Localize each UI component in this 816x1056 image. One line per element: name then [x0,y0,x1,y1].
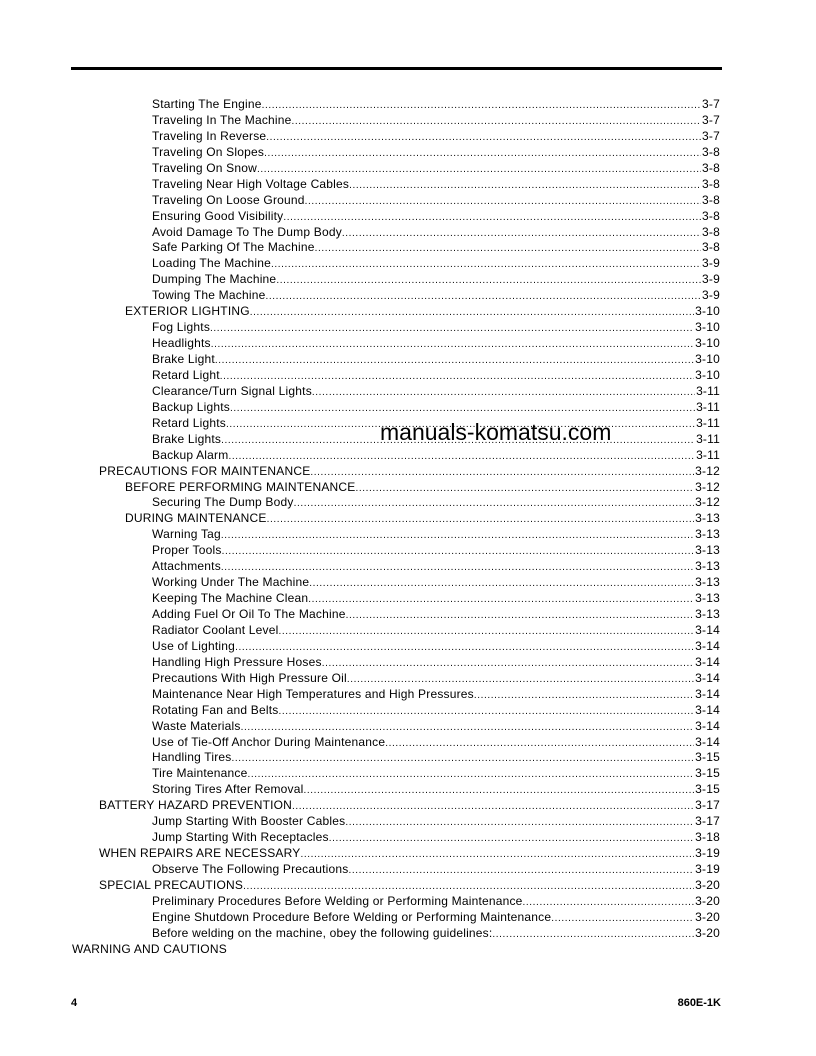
toc-entry[interactable] [0,750,816,766]
toc-entry-title: Fog Lights [152,320,211,335]
toc-entry-page: 3-9 [702,272,720,287]
toc-entry-title: Before welding on the machine, obey the following guidelines: [152,925,493,940]
toc-entry[interactable] [0,511,816,527]
toc-entry-title: Use of Lighting [152,638,236,653]
toc-entry-line [152,145,720,162]
toc-entry-line [152,814,720,831]
toc-entry[interactable] [0,352,816,368]
toc-entry-title: Adding Fuel Or Oil To The Machine [152,607,346,621]
toc-entry-title: Tire Maintenance [152,766,248,781]
header-rule [71,67,722,70]
toc-entry-page: 3-17 [695,798,720,813]
toc-dot-leader [310,465,694,481]
toc-entry[interactable] [0,543,816,559]
toc-dot-leader [283,210,701,226]
toc-dot-leader [247,767,694,783]
toc-entry-page: 3-19 [695,846,720,861]
toc-entry[interactable] [0,607,816,623]
toc-entry-page: 3-14 [695,702,720,717]
toc-entry[interactable] [0,766,816,782]
toc-entry-line [152,687,720,704]
toc-dot-leader [303,783,694,799]
toc-entry-line [152,766,720,783]
toc-entry-page: 3-14 [695,686,720,701]
toc-entry-title: DURING MAINTENANCE [125,511,267,526]
toc-entry-page: 3-10 [695,367,720,382]
toc-entry-page: 3-12 [695,479,720,494]
toc-entry[interactable] [0,639,816,655]
toc-entry-page: 3-13 [695,559,720,574]
toc-entry-title: SPECIAL PRECAUTIONS [99,877,244,892]
toc-entry-line [125,480,720,497]
toc-entry-line [152,495,720,512]
toc-entry[interactable] [0,113,816,129]
toc-dot-leader [355,481,694,497]
toc-entry-page: 3-13 [695,575,720,590]
toc-entry-page: 3-10 [695,336,720,351]
toc-entry-page: 3-20 [695,893,720,908]
toc-entry-page: 3-8 [702,160,720,175]
toc-entry-page: 3-8 [702,192,720,207]
toc-entry-title: Working Under The Machine [152,575,310,590]
toc-entry-line [152,288,720,305]
toc-entry[interactable] [0,926,816,942]
toc-entry-title: Rotating Fan and Belts [152,702,279,717]
toc-entry-page: 3-10 [695,352,720,366]
toc-entry-page: 3-12 [695,495,720,510]
toc-entry-page: 3-13 [695,543,720,558]
toc-entry-page: 3-8 [702,240,720,255]
toc-entry-page: 3-18 [695,830,720,845]
toc-entry-line [99,464,720,481]
toc-entry-title: Radiator Coolant Level [152,622,279,637]
toc-entry-title: Traveling On Loose Ground [152,192,305,207]
toc-entry-title: Starting The Engine [152,97,262,111]
toc-entry-page: 3-13 [695,607,720,621]
toc-entry-title: PRECAUTIONS FOR MAINTENANCE [99,463,311,478]
toc-entry-title: Brake Light [152,352,215,366]
toc-entry[interactable] [0,910,816,926]
toc-entry-line [152,862,720,879]
toc-entry-page: 3-10 [695,304,720,319]
toc-dot-leader [345,815,694,831]
toc-entry[interactable] [0,384,816,400]
toc-entry-title: Traveling In Reverse [152,128,267,143]
toc-entry-line [152,894,720,911]
toc-entry[interactable] [0,894,816,910]
toc-entry-page: 3-13 [695,591,720,606]
toc-entry[interactable] [0,448,816,464]
toc-entry-line [152,750,720,767]
toc-entry[interactable] [0,209,816,225]
toc-entry-page: 3-20 [695,909,720,924]
toc-entry-title: Traveling On Slopes [152,144,265,159]
toc-entry[interactable] [0,878,816,894]
toc-entry[interactable] [0,288,816,304]
footer-model: 860E-1K [677,997,721,1009]
toc-entry-line [125,511,720,528]
toc-entry[interactable] [0,225,816,241]
toc-entry-title: Warning Tag [152,527,221,542]
toc-entry-title: BATTERY HAZARD PREVENTION [99,798,293,813]
toc-entry-title: Clearance/Turn Signal Lights [152,383,312,398]
toc-entry-title: Avoid Damage To The Dump Body [152,224,342,239]
toc-dot-leader [329,831,694,847]
toc-dot-leader [315,241,701,257]
toc-entry[interactable] [0,464,816,480]
toc-entry-title: EXTERIOR LIGHTING [125,304,250,319]
toc-entry[interactable] [0,97,816,113]
toc-dot-leader [347,672,694,688]
toc-entry[interactable] [0,272,816,288]
toc-dot-leader [241,720,695,736]
toc-entry-line [152,623,720,640]
toc-entry[interactable] [0,559,816,575]
toc-entry-title: Traveling In The Machine [152,112,292,127]
toc-entry-line [152,559,720,576]
toc-entry[interactable] [0,798,816,814]
toc-entry-line [152,543,720,560]
toc-entry-page: 3-14 [695,734,720,749]
toc-dot-leader [276,273,701,289]
toc-dot-leader [551,911,694,927]
toc-entry[interactable] [0,336,816,352]
toc-dot-leader [222,544,695,560]
toc-entry-line [152,384,720,401]
toc-entry-title: Ensuring Good Visibility [152,208,284,223]
toc-entry-page: 3-11 [696,415,720,430]
toc-dot-leader [230,401,695,417]
toc-entry[interactable] [0,671,816,687]
toc-dot-leader [348,863,694,879]
toc-dot-leader [312,385,695,401]
toc-entry-line [152,671,720,688]
toc-entry[interactable] [0,687,816,703]
toc-entry-title: Traveling On Snow [152,160,258,175]
toc-entry-page: 3-17 [695,814,720,829]
toc-entry-line [152,575,720,592]
toc-entry-title: Retard Light [152,367,220,382]
toc-entry-page: 3-14 [695,670,720,685]
toc-dot-leader [292,114,702,130]
toc-entry-title: Attachments [152,559,221,574]
toc-entry[interactable] [0,655,816,671]
toc-entry-line [152,719,720,736]
toc-entry-page: 3-8 [702,208,720,223]
toc-dot-leader [211,337,694,353]
toc-entry-line [152,527,720,544]
toc-entry-page: 3-9 [702,288,720,303]
toc-entry[interactable] [0,623,816,639]
toc-dot-leader [232,751,695,767]
toc-entry-line [152,703,720,720]
toc-entry[interactable] [0,240,816,256]
toc-dot-leader [235,640,694,656]
toc-dot-leader [346,608,695,624]
toc-dot-leader [292,799,694,815]
toc-entry-page: 3-11 [696,383,720,398]
toc-entry-line [152,193,720,210]
toc-entry-line [152,272,720,289]
toc-entry[interactable] [0,480,816,496]
toc-dot-leader [265,289,701,305]
toc-entry[interactable] [0,782,816,798]
toc-entry-line [152,639,720,656]
toc-entry[interactable] [0,304,816,320]
watermark: manuals-komatsu.com [380,419,612,445]
toc-dot-leader [271,257,701,273]
toc-dot-leader [322,656,694,672]
toc-entry-line [152,400,720,417]
toc-entry[interactable] [0,368,816,384]
table-of-contents [0,97,816,958]
toc-entry-page: 3-8 [702,176,720,191]
toc-entry-line [152,910,720,927]
toc-entry-page: 3-9 [702,256,720,271]
toc-entry-line [152,129,720,146]
toc-dot-leader [221,528,694,544]
toc-entry-line [152,735,720,752]
toc-entry-line [152,352,720,369]
toc-entry-title: Keeping The Machine Clean [152,591,309,606]
toc-entry-page: 3-19 [695,862,720,876]
toc-entry-line [152,320,720,337]
toc-entry[interactable] [0,703,816,719]
toc-dot-leader [215,353,694,369]
toc-dot-leader [278,624,694,640]
toc-entry-title: Securing The Dump Body [152,495,294,510]
toc-entry-title: Proper Tools [152,543,222,558]
toc-entry[interactable] [0,320,816,336]
toc-dot-leader [264,146,701,162]
toc-entry-title: Headlights [152,336,211,351]
toc-entry[interactable] [0,862,816,878]
toc-entry-title: WARNING AND CAUTIONS [72,941,227,956]
toc-entry-page: 3-15 [695,782,720,797]
toc-entry-line [72,942,720,958]
toc-dot-leader [342,226,701,242]
toc-entry-title: Dumping The Machine [152,272,277,287]
toc-dot-leader [308,592,694,608]
toc-dot-leader [210,321,694,337]
toc-entry-line [152,368,720,385]
toc-dot-leader [267,512,695,528]
toc-entry-line [152,782,720,799]
toc-entry[interactable] [0,161,816,177]
toc-dot-leader [266,130,701,146]
toc-dot-leader [257,162,701,178]
toc-dot-leader [221,560,694,576]
toc-entry-title: Backup Lights [152,399,230,414]
toc-entry-title: BEFORE PERFORMING MAINTENANCE [125,479,356,494]
toc-entry-title: Backup Alarm [152,447,229,462]
toc-entry[interactable] [0,735,816,751]
toc-entry-page: 3-15 [695,750,720,765]
toc-dot-leader [492,927,694,943]
toc-entry-title: Preliminary Procedures Before Welding or Performing Maintenance [152,893,523,908]
toc-entry-page: 3-15 [695,766,720,781]
toc-entry-title: Safe Parking Of The Machine [152,240,315,255]
toc-entry-page: 3-7 [702,112,720,127]
toc-entry-title: Storing Tires After Removal [152,782,304,797]
toc-entry-title: Brake Lights [152,431,222,446]
toc-entry-title: Use of Tie-Off Anchor During Maintenance [152,734,386,749]
toc-dot-leader [220,369,694,385]
toc-entry-line [152,336,720,353]
toc-dot-leader [278,704,694,720]
toc-entry-line [125,304,720,321]
toc-entry-page: 3-20 [695,877,720,892]
toc-entry-page: 3-11 [696,431,720,446]
toc-entry-title: Traveling Near High Voltage Cables [152,176,350,191]
toc-entry-line [152,240,720,257]
toc-dot-leader [243,879,694,895]
toc-dot-leader [309,576,694,592]
toc-entry[interactable] [0,495,816,511]
toc-entry-line [152,256,720,273]
toc-dot-leader [300,847,694,863]
toc-entry-line [99,798,720,815]
toc-entry[interactable] [0,591,816,607]
toc-entry[interactable] [0,942,816,958]
toc-entry[interactable] [0,814,816,830]
toc-entry-line [152,209,720,226]
toc-entry-page: 3-13 [695,527,720,542]
toc-entry-title: WHEN REPAIRS ARE NECESSARY [99,846,301,861]
toc-dot-leader [294,496,695,512]
toc-entry-title: Loading The Machine [152,256,271,271]
toc-entry-title: Jump Starting With Receptacles [152,830,329,845]
toc-dot-leader [262,98,701,114]
toc-entry-title: Precautions With High Pressure Oil [152,670,347,685]
toc-entry-title: Handling High Pressure Hoses [152,654,322,669]
toc-dot-leader [250,305,694,321]
toc-entry-page: 3-11 [696,447,720,462]
toc-entry[interactable] [0,575,816,591]
toc-entry-title: Maintenance Near High Temperatures and High Pressures [152,686,474,701]
toc-entry[interactable] [0,177,816,193]
toc-entry-page: 3-7 [702,97,720,111]
toc-entry-line [152,607,720,624]
toc-dot-leader [228,449,695,465]
toc-entry-page: 3-7 [702,128,720,143]
toc-entry-page: 3-14 [695,622,720,637]
toc-entry-page: 3-8 [702,224,720,239]
toc-entry[interactable] [0,145,816,161]
toc-entry-line [152,225,720,242]
toc-entry-title: Observe The Following Precautions [152,862,349,876]
toc-entry[interactable] [0,129,816,145]
toc-entry-title: Waste Materials [152,718,241,733]
footer-page-number: 4 [71,997,78,1009]
toc-entry-page: 3-8 [702,144,720,159]
toc-entry-page: 3-14 [695,718,720,733]
toc-dot-leader [305,194,701,210]
toc-entry-line [152,113,720,130]
toc-entry-line [152,97,720,114]
toc-entry-line [152,177,720,194]
toc-entry[interactable] [0,830,816,846]
toc-entry-line [152,591,720,608]
toc-entry-line [99,878,720,895]
toc-dot-leader [523,895,695,911]
toc-entry[interactable] [0,527,816,543]
toc-entry-title: Engine Shutdown Procedure Before Welding or Performing Maintenance [152,909,552,924]
toc-entry-page: 3-14 [695,638,720,653]
toc-entry[interactable] [0,719,816,735]
toc-entry-page: 3-12 [695,463,720,478]
toc-entry-page: 3-10 [695,320,720,335]
toc-dot-leader [474,688,694,704]
toc-entry-line [152,161,720,178]
toc-entry-page: 3-20 [695,925,720,940]
toc-entry-title: Handling Tires [152,750,232,765]
toc-entry-page: 3-13 [695,511,720,526]
toc-entry-line [152,448,720,465]
toc-entry-title: Retard Lights [152,415,226,430]
toc-dot-leader [349,178,701,194]
toc-dot-leader [385,736,694,752]
toc-entry[interactable] [0,193,816,209]
toc-entry-page: 3-11 [696,399,720,414]
toc-entry[interactable] [0,400,816,416]
toc-entry[interactable] [0,846,816,862]
toc-entry-title: Towing The Machine [152,288,266,303]
toc-entry-line [152,830,720,847]
toc-entry-title: Jump Starting With Booster Cables [152,814,346,829]
toc-entry-line [152,926,720,943]
toc-entry-line [152,655,720,672]
toc-entry-page: 3-14 [695,654,720,669]
toc-entry-line [99,846,720,863]
toc-entry[interactable] [0,256,816,272]
